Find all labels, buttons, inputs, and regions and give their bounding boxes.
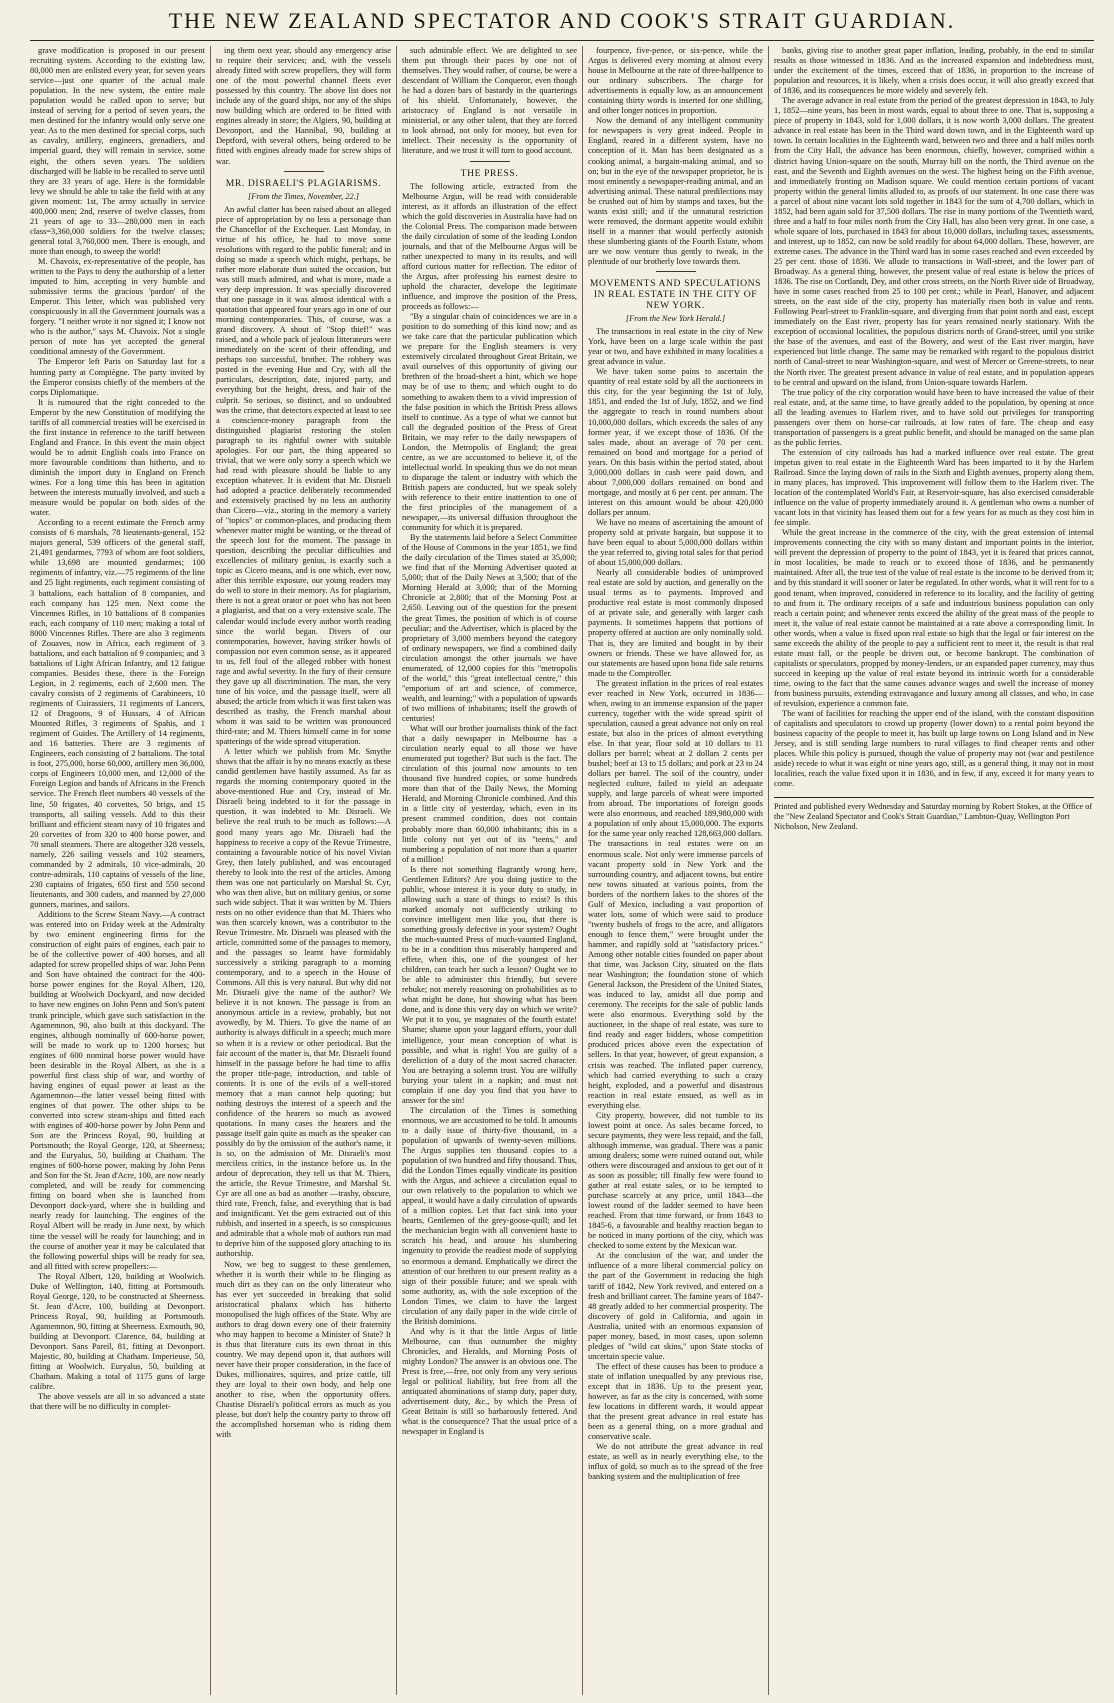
article-paragraph: "By a singular chain of coincidences we are in a position to do something of this kind now; and as we take care that the particular publication which we prepare for the English steamers is very extensively circulated throughout Great Britain, we avail ourselves of this opportunity of giving our brethren of the broad-sheet a hint, which we hope may be of use to them; and which ought to do something to awaken them to a vivid impression of the false position in which the British Press allows itself to continue. As a type of what we cannot but call the degraded position of the Press of Great Britain, we may refer to the daily newspapers of London, the Metropolis of England; the great centre, as we are accustomed to believe it, of the intellectual world. In speaking thus we do not mean to disparage the talent or industry with which the British papers are conducted, but we speak solely with reference to their entire inattention to one of the first principles of the management of a newspaper,—its universal diffusion throughout the community for which it is prepared. — [402, 312, 577, 533]
article-paragraph: At the conclusion of the war, and under the influence of a more liberal commercial policy on the part of the Government in reducing the high tariff of 1842, New York revived, and entered on a fresh and brilliant career. The famine years of 1847-48 greatly added to her commercial prosperity. The discovery of gold in California, and again in Australia, united with an enormous expansion of paper money, based, in most cases, upon solemn pledges of "wild cat skins," upon State stocks of uncertain specie value. — [588, 1251, 763, 1361]
column-1 — [30, 46, 205, 1695]
column-3-body-b — [402, 182, 577, 1438]
article-paragraph: According to a recent estimate the French army consists of 6 marshals, 78 lieutenants-general, 152 majors general, 539 officers of the general staff, 21,491 gendarmes, 7793 of whom are foot soldiers, while 13,698 are mounted gendarmes; 100 regiments of infantry, viz.—75 regiments of the line and 25 light regiments, each regiment consisting of 3 battalions, each battalion of 8 companies, and each company has 125 men. Next come the Vincennes Rifles, in 10 battalions of 8 companies each, each company of 110 men; making a total of 8000 Vincennes Rifles. There are also 3 regiments of Zouaves, now in Africa, each regiment of 3 battalions, and each battalion of 9 companies; and 3 battalions of Light African Infantry, and 12 fatigue companies. Besides these, there is the Foreign Legion, in 2 regiments, each of 2,600 men. The cavalry consists of 2 regiments of Carabineers, 10 regiments of Cuirassiers, 11 regiments of Lancers, 12 of Dragoons, 9 of Hussars, 4 of African Mounted Rifles, 3 regiments of Spahis, and 1 regiment of Guides. The Artillery of 14 regiments, and 16 batteries. There are 3 regiments of Engineers, each consisting of 2 battalions. The total is foot, 275,000, horse 60,000, artillery men 36,000, corps of Engineers 10,000 men, and 12,000 of the Foreign Legion and bands of Africans in the French service. The French fleet numbers 40 vessels of the line, 50 frigates, 40 corvettes, 50 brigs, and 15 transports, all sailing vessels. Add to this their brilliant and efficient steam navy of 10 frigates and 20 corvettes of from 320 to 400 horse power, and 70 small steamers. There are altogether 328 vessels, namely, 226 sailing vessels and 102 steamers, commanded by 2 admirals, 10 vice-admirals, 20 contre-admirals, 110 captains of vessels of the line, 230 captains of frigates, 650 first and 550 second lieutenants, and 300 cadets, and manned by 27,000 gunners, marines, and sailors. — [30, 518, 205, 909]
imprint-rule — [774, 797, 1094, 798]
column-divider — [768, 46, 769, 1695]
article-paragraph: And why is it that the little Argus of little Melbourne, can thus outnumber the mighty Chronicles, and Heralds, and Morning Posts of mighty London? The answer is an obvious one. The Press is free,—free, not only from any very serious legal or political liability, but free from all the antiquated abominations of stamp duty, paper duty, advertisement duty, &c., by which the Press of Great Britain is still so barbarously fettered. And what is the consequence? That the usual price of a newspaper in England is — [402, 1326, 577, 1437]
article-paragraph: The true policy of the city corporation would have been to have increased the value of their real estate, and, at the same time, to have greatly added to the population, by opening at once all the leading avenues to Harlem river, and to have sold out privileges for transporting passengers over them on horse-car railroads, at low rates of fare. The cheap and easy transportation of passengers is a great public benefit, and should be managed on the same plan as the public ferries. — [774, 387, 1094, 447]
article-heading-disraeli: MR. DISRAELI'S PLAGIARISMS. — [225, 177, 382, 189]
article-paragraph: Nearly all considerable bodies of unimproved real estate are sold by auction, and generally on the usual terms as to payments. Improved and productive real estate is most commonly disposed of at private sale, and generally with larger cash payments. It sometimes happens that portions of property offered at auction are only nominally sold. That is, they are limited and bought in by their owners or friends. These we have allowed for, as our statements are based upon bona fide sale returns made to the Comptroller. — [588, 568, 763, 678]
article-dateline: [From the New York Herald.] — [625, 314, 726, 324]
column-1-body — [30, 46, 205, 1412]
column-5 — [774, 46, 1094, 1695]
article-paragraph: Now, we beg to suggest to these gentlemen, whether it is worth their while to be flinging as much dirt as they can on the only litterateur who has ever yet succeeded in breaking that solid aristocratical phalanx which has hitherto monopolised the high offices of the State. Why are authors to drag down every one of their fraternity who may happen to become a Minister of State? It is thus that literature cuts its own throat in this country. We may depend upon it, that authors will never have their proper consideration, in the face of Dukes, millionaires, squires, and prize cattle, till they are loyal to their own body, and help one another to rise, when the opportunity offers. Chastise Disraeli's political errors as much as you please, but don't help the country party to throw off the accomplished horseman who is riding them with — [216, 1259, 391, 1440]
column-4-body-b — [588, 327, 763, 1482]
article-paragraph: The greatest inflation in the prices of real estates ever reached in New York, occurred in 1836—when, owing to an immense expansion of the paper currency, together with the wide spread spirit of speculation, caused a great advance not only on real estate, but also in the prices of almost everything else. In that year, flour sold at 10 dollars to 11 dollars per barrel; wheat at 2 dollars 2 cents per bushel; beef at 13 to 15 dollars; and pork at 23 to 24 dollars per barrel. The soil of the country, under neglected culture, failed to yield an adequate supply, and large parcels of wheat were imported from abroad. The importations of foreign goods were also enormous, and reached 189,980,000 with a population of only about 15,000,000. The exports for the same year only reached 128,663,000 dollars. The transactions in real estates were on an enormous scale. Not only were immense parcels of vacant property sold in New York and the surrounding country, and adjacent towns, but entire new towns situated at various points, from the borders of the northern lakes to the shores of the Gulf of Mexico, including a vast proportion of water lots, some of which were said to produce "twenty bushels of frogs to the acre, and alligators enough to fence them," were brought under the hammer, and rapidly sold at "satisfactory prices." Among other notable cities founded on paper about that time, was Jackson City, situated on the flats near Washington; the foundation stone of which General Jackson, the President of the United States, was induced to lay, amidst all due pomp and ceremony. The receipts for the sale of public lands were also enormous. Everything sold by the auctioneer, in the shape of real estate, was sure to find ready and eager bidders, whose competition produced prices above even the expectation of sellers. In that year, however, of great expansion, a crisis was reached. The inflated paper currency, which had carried everything to such a crazy height, exploded, and a powerful and disastrous reaction in real estate ensued, as well as in everything else. — [588, 678, 763, 1110]
column-2 — [216, 46, 391, 1695]
masthead-rule — [30, 40, 1094, 41]
article-paragraph: grave modification is proposed in our present recruiting system. According to the existing law, 80,000 men are enlisted every year, for seven years service—just one quarter of the actual male population. In the new system, the entire male population would be called upon to serve; but instead of serving for a period of seven years, the men destined for the infantry would only serve one year. As to the men destined for special corps, such as cavalry, artillery, engineers, grenadiers, and imperial guard, they will remain in service, some eight, the others seven years. The soldiers discharged will be liable to be recalled to serve until they are 33 years of age. Here is the formidable levy we should be able to take the field with at any given moment: 1st, The army actually in service 400,000 men; 2nd, reserve of twelve classes, from 21 years of age to 33—280,000 men in each class=3,360,000 soldiers for the twelve classes; general total 3,760,000 men. There is enough, and more than enough, to sweep the world! — [30, 46, 205, 256]
article-heading-press: THE PRESS. — [460, 167, 519, 179]
article-paragraph: The circulation of the Times is something enormous, we are accustomed to be told. It amounts to a daily issue of thirty-five thousand, in a population of upwards of twenty-seven millions. The Argus supplies ten thousand copies to a population of two hundred and fifty thousand. Thus, did the London Times equally vindicate its position with the Argus, and achieve a circulation equal to our own relatively to the population to which we appeal, it would have a daily circulation of upwards of a million copies. Let that fact sink into your hearts, Gentlemen of the grey-goose-quill; and let the mechanician begin with all convenient haste to scratch his head, and arouse his slumbering ingenuity to provide the readiest mode of supplying so enormous a demand. Emphatically we direct the attention of our brethren to our present reality as a sign of their possible future; and we speak with some authority, as, with the sole exception of the London Times, we claim to have the largest circulation of any daily paper in the wide circle of the British dominions. — [402, 1105, 577, 1326]
article-paragraph: Now the demand of any intelligent community for newspapers is very great indeed. People in England, reared in a different system, have no conception of it. Man has been designated as a cooking animal, a bargain-making animal, and so on; but in the eye of the newspaper proprietor, he is most eminently a newspaper-reading animal, and an advertising animal. These natural predilections may be crushed out of him by stamps and taxes, but the wants exist still; and if the unnatural restriction were removed, the dormant appetite would exhibit itself in a manner that would perfectly astonish these slumbering giants of the Fourth Estate, whom are we now venture thus gently to tweak, in the plenitude of our brotherly love towards them. — [588, 116, 763, 266]
article-paragraph: The above vessels are all in so advanced a state that there will be no difficulty in complet- — [30, 1392, 205, 1412]
article-paragraph: An awful clatter has been raised about an alleged piece of appropriation by no less a personage than the Chancellor of the Exchequer. Last Monday, in virtue of his office, he had to move some resolutions with regard to the public funeral; and in doing so made a speech which might, perhaps, be rather more elaborate than suited the occasion, but was still much admired, and what is more, made a very deep impression. It was specially discovered that one passage in it was almost identical with a quotation that appeared four years ago in one of our morning contemporaries. This, of course, was a grand discovery. A shout of "Stop thief!" was raised, and a whole pack of jealous litterateurs were immediately on the scent of their offending, and perhaps too successful, brother. The robbery was posted in the evening Hue and Cry, with all the particulars, description, date, injured party, and everything but the height, dress, and hair of the culprit. So serious, so distinct, and so undoubted was the crime, that detectors expected at least to see a conscience-money paragraph from the distinguished plagiarist restoring the stolen paragraph to its rightful owner with suitable apologies. For our part, the thing appeared so trivial, that we were only sorry a speech which we had read with pleasure should be liable to any exception whatever. It is evident that Mr. Disraeli had adopted a practice deliberately recommended and extensively practised by no less an authority than Cicero—viz., storing in the memory a variety of "topics" or common-places, and producing them whenever matter might be wanting, or the thread of the speech lost for the moment. The passage in question, describing the peculiar difficulties and excellencies of military genius, is exactly such a topic as Cicero means, and is one which, ever now, after this terrible exposure, our young readers may do well to store in their memory. As for plagiarism, there is not a great orator or poet who has not been a plagiarist, and that on a very extensive scale. The calendar would include every author worth reading since the world began. Divers of our contemporaries, however, having striker howls of compassion nor even common sense, as it appeared to us, fell foul of the alleged robber with honest rage and awful severity. In the fury of their censure they gave up all discrimination. The man, the very tone of his voice, and the passage itself, were all abused; the article from which it was first taken was described as trashy, the French marshal about whom it was said to be written was pronounced third-rate; and M. Thiers himself came in for some spatterings of the wide spread vituperation. — [216, 204, 391, 747]
column-2-body-a — [216, 46, 391, 167]
article-paragraph: such admirable effect. We are delighted to see them put through their paces by one not of themselves. They would rather, of course, be were a descendant of William the Conqueror, even though he had a dozen bars of bastardy in the quarterings of his shield. Unfortunately, however, the aristocracy of England is not versatile in ministerial, or any other talent, that they are forced to look abroad, not only for money, but even for intellect. Their necessity is the opportunity of literature, and we trust it will turn to good account. — [402, 46, 577, 156]
column-divider — [210, 46, 211, 1695]
section-rule — [656, 271, 696, 272]
masthead — [30, 4, 1094, 38]
article-paragraph: A letter which we publish from Mr. Smythe shows that the affair is by no means exactly as these candid gentlemen have hastily assumed. As far as regards the morning contemporary quoted in the above-mentioned Hue and Cry, instead of Mr. Disraeli being indebted to it for the passage in question, it was indebted to Mr. Disraeli. We believe the real truth to be much as follows:—A good many years ago Mr. Disraeli had the happiness to receive a copy of the Revue Trimestre, containing a favourable notice of his novel Vivian Grey, then lately published, and was encouraged thereby to look into the rest of the articles. Among them was one not particularly on Marshal St. Cyr, who was then alive, but on military genius, or some such wide subject. That it was written by M. Thiers rests on no other evidence than that M. Thiers who was then scarcely known, was a contributor to the Revue Trimestre. Mr. Disraeli was pleased with the article, committed some of the passages to memory, and the passages so learnt have formidably successively a striking paragraph to a morning contemporary, and to a speech in the House of Commons. All this is very natural. But why did not Mr. Disraeli give the name of the author? We believe it is not known. The passage is from an anonymous article in a review, probably, but not avowedly, by M. Thiers. To give the name of an authority is always difficult in a speech; much more so when it is a review or other periodical. But the fair account of the matter is, that Mr. Disraeli found himself in the passage before he had time to affix the proper title-page, introduction, and table of contents. It is one of the evils of a well-stored memory that a man cannot help quoting; but nothing destroys the interest of a speech and the confidence of the hearers so much as avowed quotations. In many cases the hearers and the passage itself gain quite as much as the speaker can possibly do by the omission of the author's name, it is so, on the admission of Mr. Disraeli's most merciless critics, in the instance before us. In the ardour of deprecation, they tell us that M. Thiers, the article, the Revue Trimestre, and Marshal St. Cyr are all one as bad as another —trashy, obscure, third rate, French, false, and everything that is bad and insignificant. Yet the gem extracted out of this rubbish, and inserted in a speech, is so conspicuous and admirable that a whole mob of authors run mad to deprive him of the supposed glory attaching to its authorship. — [216, 747, 391, 1259]
newspaper-title: THE NEW ZEALAND SPECTATOR AND COOK'S STRAIT GUARDIAN. — [168, 8, 956, 33]
article-paragraph: We do not attribute the great advance in real estate, as well as in nearly everything else, to the influx of gold, so much as to the spread of the free banking system and the multiplication of free — [588, 1442, 763, 1482]
article-paragraph: Is there not something flagrantly wrong here, Gentlemen Editors? Are you doing justice to the public, whose interest it is your duty to study, in allowing such a state of things to exist? Is this marked anomaly not sufficiently striking to convince intelligent men like you, that there is something grossly defective in your system? Ought the much-vaunted Press of much-vaunted England, to be in a condition thus miserably hampered and effete, when this, one of the youngest of her children, can teach her such a lesson? Ought we to be able to administer this friendly, but severe rebuke; not merely reasoning on probabilities as to what might be done, but showing what has been done, and is done this very day on which we write? We put it to you, ye magnates of the fourth estate! Shame; shame upon your laggard efforts, your dull intelligence, your mean conception of what is possible, and what is right! You are guilty of a dereliction of a duty of the most sacred character. You are betraying a solemn trust. You are wilfully burying your talent in a napkin; and must not complain if one day you find that you have to answer for the sin! — [402, 864, 577, 1105]
section-rule — [470, 161, 510, 162]
column-4 — [588, 46, 763, 1695]
article-paragraph: The effect of these causes has been to produce a state of inflation unequalled by any previous rise, except that in 1836. Up to the present year, however, as far as the city is concerned, with some few locations in different wards, it would appear that the present great advance in real estate has been as a general thing, on a more gradual and conservative scale. — [588, 1361, 763, 1442]
article-paragraph: fourpence, five-pence, or six-pence, while the Argus is delivered every morning at almost every house in Melbourne at the rate of three-halfpence to our ordinary subscribers. The charge for advertisements is equally low, as an announcement containing thirty words is inserted for one shilling, and other longer notices in proportion. — [588, 46, 763, 116]
article-paragraph: The want of facilities for reaching the upper end of the island, with the constant disposition of capitalists and speculators to crowd up property (lower down) to a rental point beyond the business capacity of the people to meet it, has built up large towns on Long Island and in New Jersey, and is still sending large numbers to rural villages to find cheaper rents and other places. While this policy is pursued, though the value of property may not (war and pestilence aside) recede to what it was eight or nine years ago, still, as a general thing, it may not in most localities, reach the value fixed upon it in 1836, and in few, if any, exceed it for many years to come. — [774, 709, 1094, 789]
columns — [30, 46, 1094, 1695]
article-dateline: [From the Times, November, 22.] — [247, 191, 360, 201]
column-3-body-a — [402, 46, 577, 157]
column-divider — [396, 46, 397, 1695]
column-2-body-b — [216, 205, 391, 1441]
article-paragraph: Additions to the Screw Steam Navy.—A contract was entered into on Friday week at the Admiralty by two eminent engineering firms for the construction of eight pairs of engines, each pair to be of the collective power of 400 horses, and all adapted for screw propelled ships of war. John Penn and Son have obtained the contract for the 400-horse power engines for the Royal Albert, 120, building at Woolwich Dockyard, and now decided to have new engines on John Penn and Son's patent trunk principle, which gave such satisfaction in the Agamemnon, 90, also built at this dockyard. The engines, although nominally of 600-horse power, will be made to work up to 1200 horses; but engines of 600 nominal horse power would have been desirable in the Royal Albert, as she is a powerful first class ship of war, and worthy of having engines of equal power at least as the Agamemnon—the latter vessel being fitted with engines of that power. The other ships to be converted into screw steam-ships and fitted each with engines of 400-horse power by John Penn and Son are the Princess Royal, 90, building at Portsmouth; the Royal George, 120, at Sheerness; and the Euryalus, 50, building at Chatham. The engines of 600-horse power, making by John Penn and Son for the St. Jean d'Acre, 100, are now nearly completed, and will be ready for commencing fitting on board when she is launched from Devonport dock-yard, where she is building and nearly ready for launching. The engines of the Royal Albert will be ready in June next, by which time the vessel will be ready for launching; and in the course of another year it may be calculated that the following powerful ships will be ready for sea, and all fitted with screw propellers:— — [30, 910, 205, 1271]
article-paragraph: We have no means of ascertaining the amount of property sold at private bargain, but suppose it to have been equal to about 5,000,000 dollars within the year referred to, giving total sales for that period of about 15,000,000 dollars. — [588, 517, 763, 568]
article-paragraph: banks, giving rise to another great paper inflation, leading, probably, in the end to similar results as those witnessed in 1836. And as the increased expansion and indebtedness must, under the excitement of the times, exceed that of 1836, in proportion to the increase of population and resources, it is likely, when a crisis does occur, it will also greatly exceed that of 1836, and its consequences be more widely and severely felt. — [774, 46, 1094, 96]
article-paragraph: City property, however, did not tumble to its lowest point at once. As sales became forced, to secure payments, they were less repaid, and the fall, although immense, was gradual. There was a panic among dealers; some were ruined outand out, while others were discouraged and anxious to get out of it as soon as possible; till finally few were found to gather at real estate sales, or to be tempted to purchase scarcely at any price, until 1843—the lowest round of the ladder seemed to have been reached. From that time forward, or from 1843 to 1845-6, a favourable and healthy reaction began to be noticed in many portions of the city, which was checked to some extent by the Mexican war. — [588, 1110, 763, 1251]
article-paragraph: While the great increase in the commerce of the city, with the great extension of internal improvements connecting the city with so many distant and important points in the interior, will prevent the depression of property to the point of 1843, yet it is feared that prices cannot, in most localities, be made to reach or to exceed those of 1836, and be permanently maintained. After all, the true test of the value of real estate is the income to be derived from it; and by this standard it will sooner or later be regulated. In other words, what it will rent for to a good tenant, when improved, considered in reference to its locality, and the facility of getting to and from it. The ordinary receipts of a safe and industrious business population can only reach a certain point; and whenever rents exceed the ability of the great mass of the people to meet it, the value of real estate cannot be maintained at a rate above a corresponding limit. In other words, when a value is fixed upon real estate so high that the legal or fair interest on the same exceeds the ability of the people to pay a sufficient rent to meet it, the result is that real estate must fall, or the people be driven out, or become bankrupt. The combination of capitalists or speculators, propped by money-lenders, or an expanded paper currency, may thus succeed in keeping up the value of real estate beyond its intrinsic worth for a considerable time, owing to the fact that the same causes advance wages and swell the increase of money from business pursuits, extending extravagance and luxury among all classes, and who, in case of revulsion, experience a common fate. — [774, 528, 1094, 709]
imprint: Printed and published every Wednesday and Saturday morning by Robert Stokes, at the Office of the "New Zealand Spectator and Cook's Strait Guardian," Lambton-Quay, Wellington Port Nicholson, New Zealand. — [774, 802, 1093, 831]
article-paragraph: M. Chavoix, ex-representative of the people, has written to the Pays to deny the authorship of a letter imputed to him, accepting in very humble and submissive terms the gracious 'pardon' of the Emperor. This letter, which was published very conspicuously in all the Government journals was a forgery. "I neither wrote it nor signed it; I know not who is the author," says M. Chavoix. Not a single person of note has yet accepted the general conditional amnesty of the Government. — [30, 256, 205, 357]
article-paragraph: The following article, extracted from the Melbourne Argus, will be read with considerable interest, as it affords an illustration of the effect which the gold discoveries in Australia have had on the Colonial Press. The comparison made between the daily circulation of some of the leading London journals, and that of the Melbourne Argus will be rather unexpected to many in its results, and will afford curious matter for reflection. The editor of the Argus, after professing his earnest desire to uphold the character, develope the legitimate influence, and improve the position of the Press, proceeds as follows:— — [402, 181, 577, 312]
article-paragraph: ing them next year, should any emergency arise to require their services; and, with the vessels already fitted with screw propellers, they will form one of the most powerful channel fleets ever possessed by this country. The above list does not include any of the guard ships, nor any of the ships now building which are ordered to be fitted with engines already in store; the Algiers, 90, building at Devonport, and the Hannibal, 90, building at Deptford, with several others, being ordered to be fitted with engines already made for screw ships of war. — [216, 46, 391, 166]
article-paragraph: The transactions in real estate in the city of New York, have been on a large scale within the past year or two, and have exhibited in many localities a great advance in value. — [588, 327, 763, 367]
section-rule — [284, 171, 324, 172]
article-paragraph: By the statements laid before a Select Committee of the House of Commons in the year 1851, we find the daily circulation of the Times stated at 35,000; we find that of the Morning Advertiser quoted at 5,000; that of the Daily News at 3,500; that of the Morning Herald at 3,000; that of the Morning Chronicle at 2,800; that of the Morning Post at 2,650. Leaving out of the question for the present the great Times, the position of which is of course peculiar; and the Advertiser, which is placed by the proprietary of 3,000 members beyond the category of ordinary newspapers, we find a combined daily circulation amongst the other journals we have enumerated, of 12,000 copies for this "metropolis of the world," this "great intellectual centre," this "emporium of art and science, of commerce, wealth, and learning;" with a population of upwards of two millions of inhabitants; itself the growth of centuries! — [402, 533, 577, 723]
article-paragraph: The Royal Albert, 120, building at Woolwich. Duke of Wellington, 140, fitting at Portsmouth. Royal George, 120, to be constructed at Sheerness. St. Jean d'Acre, 100, building at Devonport. Princess Royal, 90, building at Portsmouth. Agamemnon, 90, fitting at Sheerness. Exmouth, 90, building at Devonport. Clarence, 84, building at Devonport. Sans Pareil, 81, fitting at Devonport. Majestic, 80, building at Chatham. Imperieuse, 50, fitting at Woolwich. Euryalus, 50, building at Chatham. Making a total of 1175 guns of large calibre. — [30, 1271, 205, 1392]
column-3 — [402, 46, 577, 1695]
article-paragraph: We have taken some pains to ascertain the quantity of real estate sold by all the auctioneers in this city, for the year beginning the 1st of July, 1851, and ended the 1st of July, 1852, and we find the aggregate to reach in round numbers about 10,000,000 dollars, which exceeds the sales of any former year, if we except those of 1836. Of the sales made, about an average of 70 per cent. remained on bond and mortgage for a period of years. On this basis within the period stated, about 3,000,000 dollars in cash were paid down, and about 7,000,000 dollars remained on bond and mortgage, and mostly at 6 per cent. per annum. The interest on this amount would be about 420,000 dollars per annum. — [588, 367, 763, 517]
article-paragraph: What will our brother journalists think of the fact that a daily newspaper in Melbourne has a circulation nearly equal to all those we have enumerated put together? But such is the fact. The circulation of this journal now amounts to ten thousand five hundred copies, or some hundreds more than that of the Daily News, the Morning Herald, and Morning Chronicle combined. And this in a little city of yesterday, which, even in its present crammed condition, does not contain probably more than 60,000 inhabitants; this in a little colony not yet out of its "teens," and numbering a population of not more than a quarter of a million! — [402, 724, 577, 864]
article-paragraph: The average advance in real estate from the period of the greatest depression in 1843, to July 1, 1852—nine years, has been in most wards, equal to about three to one. That is, supposing a piece of property in 1843, sold for 1,000 dollars, it is now worth 3,000 dollars. The greatest advance in real estate has been in the Third ward down town, and in the Eighteenth ward up town. In certain localities in the Eighteenth ward, between two and three and a half miles north from the City Hall, the advance has been enormous, chiefly, however, comprised within a district having Union-square on the south, Murray hill on the north, the Third avenue on the east, and the Seventh and Eighth avenues on the west. The highest being on the Fifth avenue, and immediately fronting on Madison square. We could mention certain portions of vacant property within the general limits alluded to, as proofs of our statement. In one case there was a parcel of about nine vacant lots sold together in 1843 for the sum of 4,700 dollars, which in 1852, had been again sold for 37,500 dollars. The rise in many portions of the Twentieth ward, three and a half to four miles north from the City Hall, has also been very great. In one case, a whole square of lots, purchased in 1843 for about 10,000 dollars, including taxes, assessments, and interest, up to 1852, can now be sold readily for about 64,000 dollars. These, however, are extreme cases. The advance in the Third ward has in some cases reached and even exceeded by 25 per cent. those of 1836. We allude to transactions in Wall-street, and the lower part of Broadway. As a general thing, however, the present value of real estate is below the prices of 1836. The rise on Cortlandt, Dey, and other cross streets, on the North River side of Broadway, have in some cases reached from 25 to 100 per cent.; while in Pearl, Hanover, and adjacent streets, on the east side of the city, property has materially risen both in value and rents. Following Pearl-street to Franklin-square, and diverging from that point north and east, except immediately on the East river, property has for years remained nearly stationary. With the exception of occasional localities, the populous districts north of Grand-street, until you strike the base of the avenues, and east of the Bowery, and west of the East river margin, have experienced but little change. The same may be remarked with regard to the populous district north of Canal-street to near Washington-square, and west of Mercer or Greene-streets, to near the North river. The greatest present advance in value of real estate, and in population appears to be central and upward on the island, from Union-square towards Harlem. — [774, 96, 1094, 387]
column-5-body — [774, 46, 1094, 789]
article-paragraph: The extension of city railroads has had a marked influence over real estate. The great impetus given to real estate in the Eighteenth Ward has been imparted to it by the Harlem Railroad. Since the laying down of rails in the Sixth and Eighth avenues, property along them, in many places, has improved. This improvement will follow them to the Harlem river. The location of the contemplated World's Fair, at Reservoir-square, has also exercised considerable influence on the value of property immediately around it. A gentleman who owns a number of vacant lots in that vicinity has leased them out for a few years for as much as they cost him in fee simple. — [774, 447, 1094, 528]
article-paragraph: It is rumoured that the right conceded to the Emperor by the new Constitution of modifying the tariffs of all commercial treaties will be exercised in the first instance in reference to the tariff between England and France. In this event the main object would be to admit English coals into France on more favourable conditions than hitherto, and to diminish the import duty in England on French wines. For a long time this has been in agitation between the interests mutually involved, and such a measure would be popular on both sides of the water. — [30, 397, 205, 518]
column-4-body-a — [588, 46, 763, 267]
article-heading-real-estate: MOVEMENTS AND SPECULATIONS IN REAL ESTATE IN THE CITY OF NEW YORK. — [589, 278, 762, 312]
column-divider — [582, 46, 583, 1695]
article-paragraph: The Emperor left Paris on Saturday last for a hunting party at Compiègne. The party invited by the Emperor consists chiefly of the members of the corps Diplomatique. — [30, 357, 205, 397]
